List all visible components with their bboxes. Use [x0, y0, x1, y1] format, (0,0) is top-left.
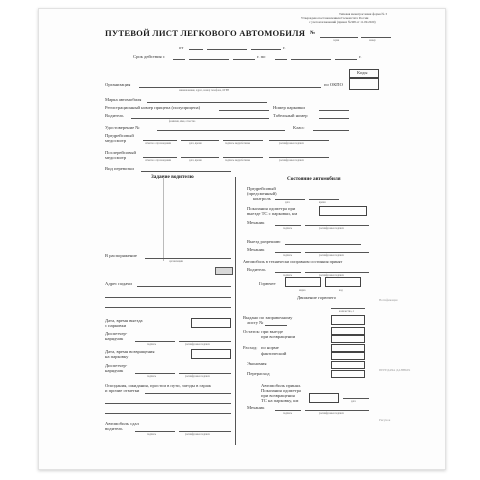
- form-title: ПУТЕВОЙ ЛИСТ ЛЕГКОВОГО АВТОМОБИЛЯ: [105, 28, 306, 38]
- fuel-code-box: [325, 277, 361, 287]
- car-handed-label: Автомобиль сдал: [105, 421, 139, 426]
- date-from-year-line: [251, 49, 281, 50]
- supply-address-line-3: [105, 307, 231, 308]
- driver-hint: фамилия, имя, отчество: [169, 120, 196, 123]
- dispatcher-2-sign-line: [135, 373, 175, 374]
- delays-line-3: [105, 413, 231, 414]
- dispatcher-2b: нарядчик: [105, 368, 124, 373]
- consumption-norm-box: [331, 344, 365, 352]
- tech-ok-sign-line: [275, 272, 301, 273]
- tech-ok-sign-hint: подпись: [283, 274, 293, 277]
- control-date-hint: дата: [285, 201, 290, 204]
- pretrip-control-2: (предсменный): [247, 191, 277, 196]
- pretrip-date-line: [181, 140, 219, 141]
- pretrip-sign-line: [223, 140, 263, 141]
- dispatcher-1-decode-line: [179, 341, 231, 342]
- transport-type-label: Вид перевозки: [105, 166, 134, 171]
- side-note-2: ПЕРЕДАЧА ДАННЫХ: [379, 368, 411, 372]
- issued-label-1: Выдано по заправочному: [243, 315, 293, 320]
- date-from-month-line: [207, 49, 247, 50]
- driver-label: Водитель: [105, 113, 124, 118]
- remaining-out-label: Остаток: при выезде: [243, 329, 284, 334]
- side-note-3: Рисунок: [379, 418, 391, 422]
- driver-task-heading: Задание водителю: [151, 174, 194, 180]
- car-state-heading: Состояние автомобиля: [287, 176, 341, 182]
- disposal-hint: организации: [169, 260, 183, 263]
- departure-allowed-label: Выезд разрешию: [247, 239, 281, 244]
- okpo-label: по ОКПО: [324, 82, 343, 87]
- supply-address-line-2: [105, 297, 231, 298]
- date-from-label: от: [179, 45, 184, 50]
- pretrip-med-label-1: Предрейсовый: [105, 133, 134, 138]
- departure-allowed-line: [285, 244, 361, 245]
- return-park-2: на парковку: [105, 354, 129, 359]
- issued-number-line: [265, 325, 287, 326]
- driver-line: [131, 118, 269, 119]
- side-note-1: Нотификация: [379, 298, 398, 302]
- pretrip-decode-line: [269, 140, 329, 141]
- number-line: [361, 37, 391, 38]
- issued-qty-box: [331, 315, 365, 325]
- mechanic-label-3: Механик: [247, 405, 265, 410]
- dispatcher-2-decode-line: [179, 373, 231, 374]
- delays-line-2: [105, 403, 231, 404]
- license-label: Удостоверение №: [105, 125, 140, 130]
- year-suffix-2: г.: [359, 54, 362, 59]
- pretrip-hint-decode: расшифровка подписи: [279, 142, 304, 145]
- task-grid-line: [163, 177, 164, 261]
- year-suffix-1: г.: [283, 45, 286, 50]
- dispatcher-2-decode-hint: расшифровка подписи: [185, 375, 210, 378]
- quantity-hint: количество, л: [339, 310, 354, 313]
- okpo-code-box: [349, 78, 379, 90]
- control-date-line: [275, 199, 305, 200]
- number-sign: №: [310, 30, 316, 36]
- dispatcher-2a: Диспетчер-: [105, 363, 128, 368]
- mechanic-label-2: Механик: [247, 247, 265, 252]
- mechanic-2-sign-hint: подпись: [283, 254, 293, 257]
- mechanic-2-decode-hint: расшифровка подписи: [319, 254, 344, 257]
- waybill-form-sheet: [38, 8, 446, 470]
- posttrip-hint-date: дата, время: [189, 159, 202, 162]
- pretrip-hint-mark: отметка о прохождении: [145, 142, 172, 145]
- posttrip-sign-line: [223, 157, 263, 158]
- mechanic-1-decode-hint: расшифровка подписи: [319, 227, 344, 230]
- fuel-movement-label: Движение горючего: [297, 295, 337, 300]
- remaining-out-box: [331, 327, 365, 335]
- return-park-1: Дата, время возвращения: [105, 349, 155, 354]
- transport-type-line: [141, 171, 231, 172]
- car-accepted-1: Автомобиль принял.: [261, 383, 302, 388]
- mechanic-1-sign-line: [275, 225, 301, 226]
- return-date-line: [343, 398, 369, 399]
- delays-line-1: [145, 393, 231, 394]
- return-datetime-box: [191, 349, 231, 359]
- fuel-brand-box: [285, 277, 321, 287]
- tech-ok-decode-line: [305, 272, 369, 273]
- posttrip-decode-line: [269, 157, 329, 158]
- remaining-return-label: при возвращении: [261, 334, 296, 339]
- control-time-hint: время: [319, 201, 326, 204]
- validity-day-line: [173, 59, 185, 60]
- fuel-brand-label: Горючее: [259, 281, 276, 286]
- odometer-out-box: [319, 206, 367, 216]
- disposal-label: В распоряжение: [105, 253, 137, 258]
- consumption-label: Расход:: [243, 345, 258, 350]
- organization-line: [139, 87, 321, 88]
- fuel-brand-hint: марка: [299, 289, 306, 292]
- posttrip-med-label-1: Послерейсовый: [105, 150, 136, 155]
- parking-number-label: Номер парковки: [273, 105, 305, 110]
- mechanic-1-sign-hint: подпись: [283, 227, 293, 230]
- economy-box: [331, 361, 365, 369]
- consumption-norm-label: по норме: [261, 345, 279, 350]
- dispatcher-1-decode-hint: расшифровка подписи: [185, 343, 210, 346]
- posttrip-hint-mark: отметка о прохождении: [145, 159, 172, 162]
- class-line: [313, 130, 349, 131]
- car-brand-label: Марка автомобиля: [105, 97, 142, 102]
- to-month-line: [291, 59, 331, 60]
- codes-label: Коды: [357, 70, 368, 75]
- supply-address-label: Адрес подачи: [105, 281, 132, 286]
- dispatcher-2-sign-hint: подпись: [147, 375, 157, 378]
- trailer-reg-label: Регистрационный номер прицепа (полуприцепа): [105, 105, 201, 110]
- car-brand-line: [147, 102, 267, 103]
- pretrip-mark-line: [143, 140, 177, 141]
- consumption-actual-box: [331, 352, 365, 360]
- validity-year-line: [233, 59, 255, 60]
- mechanic-2-decode-line: [305, 252, 369, 253]
- mechanic-3-decode-line: [305, 410, 369, 411]
- mechanic-3-sign-line: [275, 410, 301, 411]
- approval-line-1: Типовая межотраслевая форма № 3: [339, 12, 387, 16]
- pretrip-med-label-2: медосмотр: [105, 138, 127, 143]
- dispatcher-1-sign-line: [135, 341, 175, 342]
- column-divider: [235, 177, 236, 445]
- organization-label: Организация: [105, 82, 131, 87]
- mechanic-label-1: Механик: [247, 220, 265, 225]
- class-label: Класс: [293, 125, 305, 130]
- car-handed-sign-hint: подпись: [147, 433, 157, 436]
- tech-ok-decode-hint: расшифровка подписи: [319, 274, 344, 277]
- mechanic-2-sign-line: [275, 252, 301, 253]
- car-handed-sign-line: [135, 431, 175, 432]
- car-accepted-2: Показания одометра: [261, 388, 301, 393]
- car-handed-driver: водитель: [105, 426, 123, 431]
- remaining-return-box: [331, 335, 365, 343]
- car-accepted-3: при возвращения: [261, 393, 295, 398]
- issued-label-2: листу №: [247, 320, 264, 325]
- quantity-line: [331, 308, 365, 309]
- tech-ok-label: Автомобиль в технически исправном состояния принят: [243, 259, 343, 264]
- series-hint: серия: [333, 39, 340, 42]
- car-handed-decode-line: [179, 431, 231, 432]
- mechanic-3-sign-hint: подпись: [283, 412, 293, 415]
- tab-number-label: Табельный номер: [273, 113, 308, 118]
- posttrip-date-line: [181, 157, 219, 158]
- pretrip-hint-sign: подпись медработника: [225, 142, 251, 145]
- economy-label: Экономия: [247, 361, 267, 366]
- departure-datetime-box: [191, 318, 231, 328]
- car-handed-decode-hint: расшифровка подписи: [185, 433, 210, 436]
- delays-label-2: и прочие отметки: [105, 388, 140, 393]
- license-line: [157, 130, 285, 131]
- odometer-out-2: выезде ТС с парковки, км: [247, 211, 298, 216]
- tech-ok-driver-label: Водитель: [247, 267, 266, 272]
- mechanic-3-decode-hint: расшифровка подписи: [319, 412, 344, 415]
- validity-month-line: [189, 59, 229, 60]
- departure-park-2: с парковки: [105, 323, 127, 328]
- fuel-code-hint: код: [339, 289, 343, 292]
- tab-number-line: [319, 118, 349, 119]
- organization-hint: наименование, адрес, номер телефона, ОГРН: [179, 89, 230, 92]
- to-year-line: [335, 59, 357, 60]
- approval-line-2: Утверждена постановлением Госкомстата России: [301, 16, 369, 20]
- odometer-out-1: Показания одометра при: [247, 206, 296, 211]
- return-date-hint: дата: [351, 400, 356, 403]
- overuse-label: Перерасход: [247, 371, 270, 376]
- date-from-day-line: [189, 49, 203, 50]
- approval-line-3: с учетом изменений (приказ №368 от 11.09.2020): [309, 20, 376, 24]
- control-time-line: [309, 199, 339, 200]
- mechanic-1-decode-line: [305, 225, 369, 226]
- departure-park-1: Дата, время выезда: [105, 318, 143, 323]
- posttrip-hint-sign: подпись медработника: [225, 159, 251, 162]
- validity-label: Срок действия с: [133, 54, 165, 59]
- odometer-return-box: [309, 393, 339, 403]
- pretrip-control-1: Предрейсовый: [247, 186, 276, 191]
- to-day-line: [275, 59, 287, 60]
- shaded-code-cell: [215, 267, 233, 275]
- disposal-line: [145, 258, 231, 259]
- posttrip-mark-line: [143, 157, 177, 158]
- dispatcher-1-sign-hint: подпись: [147, 343, 157, 346]
- parking-number-line: [319, 110, 349, 111]
- pretrip-control-3: контроль: [253, 196, 271, 201]
- posttrip-hint-decode: расшифровка подписи: [279, 159, 304, 162]
- overuse-box: [331, 370, 365, 378]
- number-hint: номер: [369, 39, 376, 42]
- consumption-actual-label: фактический: [261, 351, 287, 356]
- car-accepted-4: ТС на парковку, км: [261, 398, 299, 403]
- supply-address-line: [137, 286, 231, 287]
- delays-label-1: Опоздания, ожидания, простои в пути, заезды в гараж: [105, 383, 211, 388]
- date-to-label: г. по: [257, 54, 266, 59]
- posttrip-med-label-2: медосмотр: [105, 155, 127, 160]
- pretrip-hint-date: дата, время: [189, 142, 202, 145]
- series-line: [320, 37, 358, 38]
- dispatcher-1b: нарядчик: [105, 336, 124, 341]
- trailer-reg-line: [219, 110, 269, 111]
- dispatcher-1a: Диспетчер-: [105, 331, 128, 336]
